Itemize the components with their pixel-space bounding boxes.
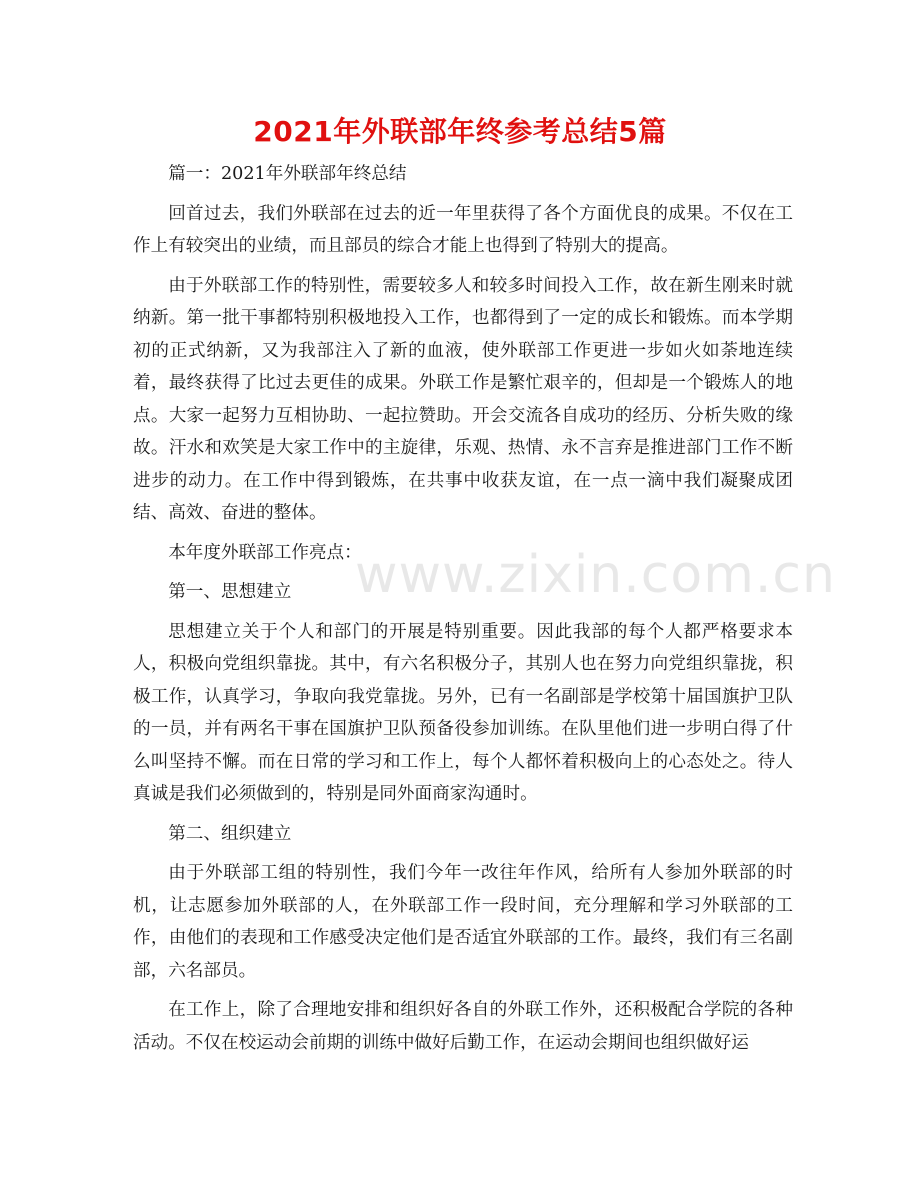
paragraph: 由于外联部工作的特别性，需要较多人和较多时间投入工作，故在新生刚来时就纳新。第一批干事都特别积极地投入工作，也都得到了一定的成长和锻炼。而本学期初的正式纳新，又为我部注入了新的血液，使外联部工作更进一步如火如荼地连续着，最终获得了比过去更佳的成果。外联工作是繁忙艰辛的，但却是一个锻炼人的地点。大家一起努力互相协助、一起拉赞助。开会交流各自成功的经历、分析失败的缘故。汗水和欢笑是大家工作中的主旋律，乐观、热情、永不言弃是推进部门工作不断进步的动力。在工作中得到锻炼，在共事中收获友谊，在一点一滴中我们凝聚成团结、高效、奋进的整体。 xyxy=(133,275,793,523)
paragraph: 思想建立关于个人和部门的开展是特别重要。因此我部的每个人都严格要求本人，积极向党组织靠拢。其中，有六名积极分子，其别人也在努力向党组织靠拢，积极工作，认真学习，争取向我党靠拢。另外，已有一名副部是学校第十届国旗护卫队的一员，并有两名干事在国旗护卫队预备役参加训练。在队里他们进一步明白得了什么叫坚持不懈。而在日常的学习和工作上，每个人都怀着积极向上的心态处之。待人真诚是我们必须做到的，特别是同外面商家沟通时。 xyxy=(133,621,793,804)
paragraph: 回首过去，我们外联部在过去的近一年里获得了各个方面优良的成果。不仅在工作上有较突出的业绩，而且部员的综合才能上也得到了特别大的提高。 xyxy=(133,203,793,256)
subheading: 本年度外联部工作亮点： xyxy=(168,542,362,563)
section-heading-1: 篇一：2021年外联部年终总结 xyxy=(168,164,407,184)
paragraph: 由于外联部工组的特别性，我们今年一改往年作风，给所有人参加外联部的时机，让志愿参加外联部的人，在外联部工作一段时间，充分理解和学习外联部的工作，由他们的表现和工作感受决定他们是否适宜外联部的工作。最终，我们有三名副部，六名部员。 xyxy=(133,863,793,981)
watermark: www.zixin.com.cn xyxy=(355,545,836,605)
subheading: 第二、组织建立 xyxy=(168,823,292,844)
document-title: 2021年外联部年终参考总结5篇 xyxy=(253,115,667,148)
subheading: 第一、思想建立 xyxy=(168,582,292,602)
paragraph: 在工作上，除了合理地安排和组织好各自的外联工作外，还积极配合学院的各种活动。不仅在校运动会前期的训练中做好后勤工作，在运动会期间也组织做好运 xyxy=(133,1000,793,1053)
document-body xyxy=(133,158,793,1066)
